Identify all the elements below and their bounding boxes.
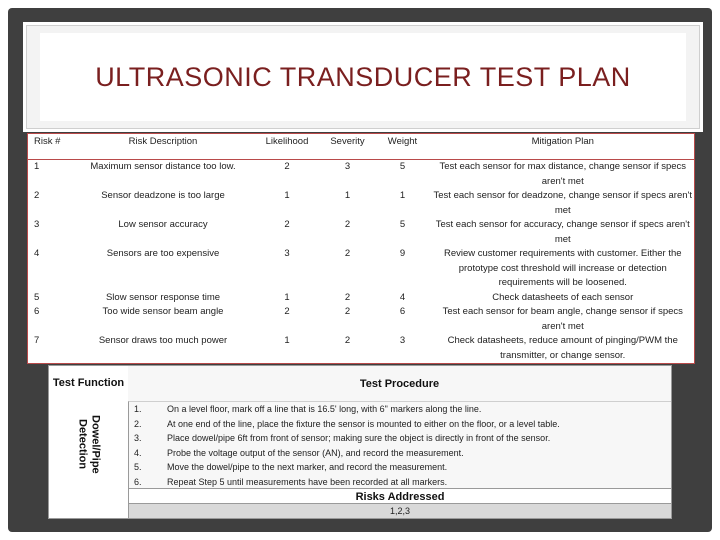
risk-severity: 1 xyxy=(344,190,351,201)
list-item xyxy=(129,402,671,417)
table-row xyxy=(28,189,695,218)
risk-severity: 2 xyxy=(344,335,351,346)
risk-likelihood: 2 xyxy=(284,219,290,230)
risk-likelihood: 2 xyxy=(284,306,290,317)
risk-description: Sensor draws too much power xyxy=(98,335,228,346)
step-number: 2. xyxy=(134,418,142,429)
test-function-name: Dowel/Pipe Detection xyxy=(76,415,102,474)
risk-likelihood: 2 xyxy=(284,161,290,172)
risk-table xyxy=(27,133,695,364)
risk-likelihood: 1 xyxy=(284,190,290,201)
step-number: 3. xyxy=(134,433,142,443)
list-item xyxy=(129,417,671,432)
step-text: Probe the voltage output of the sensor (AN), and record the measurement. xyxy=(167,447,464,458)
table-row xyxy=(28,334,695,364)
header-risk-num: Risk # xyxy=(28,134,74,160)
step-number: 5. xyxy=(134,462,142,472)
risk-description: Sensor deadzone is too large xyxy=(101,190,225,201)
header-risk-description: Risk Description xyxy=(74,134,253,160)
risk-severity: 2 xyxy=(344,219,351,230)
risk-mitigation: Check datasheets of each sensor xyxy=(492,291,634,303)
risk-table-header xyxy=(28,134,695,160)
risk-weight: 9 xyxy=(399,248,406,259)
table-row xyxy=(28,218,695,247)
risk-description: Too wide sensor beam angle xyxy=(102,306,224,317)
title-inner xyxy=(40,33,686,121)
risk-mitigation: Test each sensor for deadzone, change sensor if specs aren't met xyxy=(433,190,692,216)
risk-likelihood: 1 xyxy=(284,335,290,346)
risk-description: Sensors are too expensive xyxy=(106,248,220,259)
table-row xyxy=(28,160,695,190)
risk-weight: 5 xyxy=(399,219,406,230)
risk-weight: 5 xyxy=(399,161,406,172)
risk-description: Slow sensor response time xyxy=(105,291,221,303)
header-severity: Severity xyxy=(322,134,374,160)
risk-weight: 3 xyxy=(399,335,406,346)
risk-severity: 2 xyxy=(344,248,351,259)
list-item xyxy=(129,475,671,490)
table-row xyxy=(28,305,695,334)
step-text: Repeat Step 5 until measurements have been recorded at all markers. xyxy=(167,476,448,487)
risk-weight: 6 xyxy=(399,306,406,317)
risk-mitigation: Test each sensor for accuracy, change sensor if specs aren't met xyxy=(435,219,690,245)
risk-num: 1 xyxy=(34,161,40,172)
risk-likelihood: 1 xyxy=(284,291,290,303)
risk-severity: 3 xyxy=(344,161,351,172)
risk-weight: 4 xyxy=(399,291,406,303)
step-text: Place dowel/pipe 6ft from front of sensor; making sure the object is directly in front of the sensor. xyxy=(167,433,551,443)
risk-mitigation: Test each sensor for beam angle, change sensor if specs aren't met xyxy=(442,306,683,332)
procedure-steps xyxy=(128,401,671,489)
risk-weight: 1 xyxy=(399,190,406,201)
step-text: On a level floor, mark off a line that is 16.5' long, with 6" markers along the line. xyxy=(167,404,482,414)
step-text: Move the dowel/pipe to the next marker, and record the measurement. xyxy=(167,462,448,472)
header-likelihood: Likelihood xyxy=(253,134,322,160)
risk-num: 2 xyxy=(34,190,40,201)
risk-description: Maximum sensor distance too low. xyxy=(90,161,236,172)
list-item xyxy=(129,431,671,446)
table-row xyxy=(28,291,695,306)
test-procedure-table xyxy=(48,365,672,519)
page-title: ULTRASONIC TRANSDUCER TEST PLAN xyxy=(95,61,631,92)
step-text: At one end of the line, place the fixture the sensor is mounted to either on the floor, or a level table. xyxy=(167,418,560,429)
risk-mitigation: Review customer requirements with customer. Either the prototype cost threshold will increase or detection requirements will be loosened. xyxy=(443,248,682,288)
risk-severity: 2 xyxy=(344,306,351,317)
header-mitigation-plan: Mitigation Plan xyxy=(432,134,695,160)
test-function-cell xyxy=(49,401,128,488)
risk-severity: 2 xyxy=(344,291,351,303)
risk-num: 4 xyxy=(34,248,40,259)
risk-num: 6 xyxy=(34,306,40,317)
risk-num: 5 xyxy=(34,291,40,303)
risks-addressed-header: Risks Addressed xyxy=(128,488,671,504)
list-item xyxy=(129,460,671,475)
header-weight: Weight xyxy=(374,134,432,160)
risk-num: 3 xyxy=(34,219,40,230)
list-item xyxy=(129,446,671,461)
test-procedure-header: Test Procedure xyxy=(128,366,671,401)
risk-description: Low sensor accuracy xyxy=(118,219,208,230)
title-box xyxy=(23,22,703,132)
risk-mitigation: Test each sensor for max distance, change sensor if specs aren't met xyxy=(439,161,687,187)
risk-likelihood: 3 xyxy=(284,248,290,259)
test-function-header: Test Function xyxy=(52,377,125,389)
step-number: 4. xyxy=(134,447,142,458)
risks-addressed-value: 1,2,3 xyxy=(128,503,671,518)
risk-num: 7 xyxy=(34,335,40,346)
risk-mitigation: Check datasheets, reduce amount of pinging/PWM the transmitter, or change sensor. xyxy=(447,335,678,361)
table-row xyxy=(28,247,695,291)
step-number: 6. xyxy=(134,476,142,487)
step-number: 1. xyxy=(134,404,142,414)
